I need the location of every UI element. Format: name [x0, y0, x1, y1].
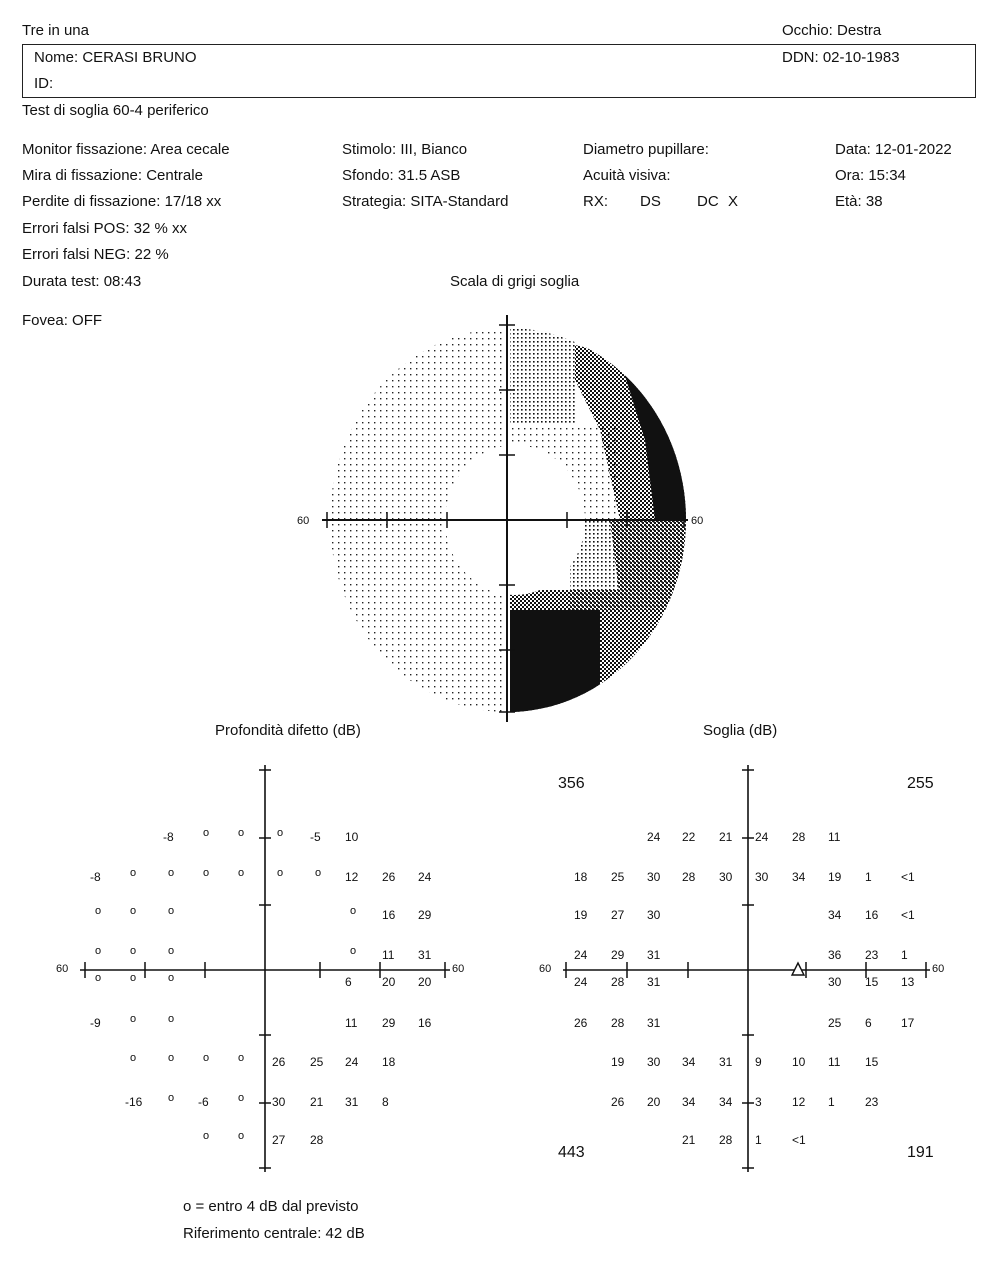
defect-cell-lower-r0-c8: 20 [382, 975, 396, 989]
threshold-cell-lower-r1-c1: 28 [611, 1016, 625, 1030]
quadrant-sum-upper-right: 255 [907, 775, 934, 792]
defect-cell-upper-r2-c2: o [168, 905, 175, 917]
fixation-monitor: Monitor fissazione: Area cecale [22, 141, 230, 158]
defect-cell-upper-r1-c0: -8 [90, 870, 101, 884]
patient-age: Età: 38 [835, 193, 883, 210]
defect-cell-lower-r2-c1: o [130, 1052, 137, 1064]
threshold-right-60: 60 [932, 963, 945, 975]
threshold-cell-upper-r2-c1: 27 [611, 908, 625, 922]
defect-cell-upper-r0-c5: o [277, 827, 284, 839]
defect-cell-upper-r2-c1: o [130, 905, 137, 917]
defect-cell-lower-r1-c9: 16 [418, 1016, 432, 1030]
threshold-cell-upper-r1-c1: 25 [611, 870, 625, 884]
defect-cell-upper-r1-c1: o [130, 867, 137, 879]
false-pos-errors: Errori falsi POS: 32 % xx [22, 220, 188, 237]
eye-label: Occhio: Destra [782, 22, 882, 39]
threshold-cell-upper-r0-c4: 21 [719, 830, 733, 844]
threshold-cell-lower-r2-c4: 31 [719, 1055, 733, 1069]
grayscale-right-60: 60 [691, 515, 704, 527]
defect-cell-upper-r1-c3: o [203, 867, 210, 879]
defect-cell-upper-r2-c0: o [95, 905, 102, 917]
fixation-target: Mira di fissazione: Centrale [22, 167, 203, 184]
defect-cell-upper-r1-c6: o [315, 867, 322, 879]
threshold-cell-lower-r1-c0: 26 [574, 1016, 588, 1030]
threshold-cell-upper-r3-c8: 23 [865, 948, 879, 962]
threshold-left-60: 60 [539, 963, 552, 975]
threshold-cell-lower-r3-c2: 20 [647, 1095, 661, 1109]
test-duration: Durata test: 08:43 [22, 273, 142, 290]
test-date: Data: 12-01-2022 [835, 141, 952, 158]
defect-cell-lower-r3-c8: 8 [382, 1095, 389, 1109]
defect-depth-title: Profondità difetto (dB) [215, 722, 361, 739]
defect-cell-lower-r1-c7: 11 [345, 1016, 358, 1030]
threshold-cell-lower-r3-c4: 34 [719, 1095, 733, 1109]
strategy: Strategia: SITA-Standard [342, 193, 509, 210]
test-type: Test di soglia 60-4 periferico [22, 102, 209, 119]
defect-cell-lower-r0-c7: 6 [345, 975, 352, 989]
threshold-cell-upper-r1-c7: 19 [828, 870, 842, 884]
threshold-cell-upper-r0-c3: 22 [682, 830, 696, 844]
defect-cell-lower-r4-c4: o [238, 1130, 245, 1142]
defect-cell-lower-r4-c3: o [203, 1130, 210, 1142]
threshold-cell-lower-r3-c3: 34 [682, 1095, 696, 1109]
defect-cell-upper-r1-c9: 24 [418, 870, 432, 884]
threshold-cell-upper-r3-c9: 1 [901, 948, 908, 962]
rx-ds: DS [640, 193, 661, 210]
defect-cell-lower-r0-c9: 20 [418, 975, 432, 989]
threshold-cell-upper-r3-c2: 31 [647, 948, 661, 962]
threshold-cell-lower-r3-c1: 26 [611, 1095, 625, 1109]
threshold-cell-lower-r2-c8: 15 [865, 1055, 879, 1069]
defect-cell-upper-r3-c9: 31 [418, 948, 432, 962]
defect-cell-lower-r3-c1: -16 [125, 1095, 143, 1109]
defect-cell-lower-r2-c6: 25 [310, 1055, 324, 1069]
defect-cell-lower-r2-c4: o [238, 1052, 245, 1064]
threshold-cell-lower-r2-c3: 34 [682, 1055, 696, 1069]
defect-cell-upper-r1-c7: 12 [345, 870, 359, 884]
threshold-cell-upper-r2-c8: 16 [865, 908, 879, 922]
defect-cell-lower-r3-c3: -6 [198, 1095, 209, 1109]
defect-cell-upper-r1-c5: o [277, 867, 284, 879]
defect-cell-upper-r0-c2: -8 [163, 830, 174, 844]
threshold-cell-lower-r0-c2: 31 [647, 975, 661, 989]
quadrant-sum-lower-left: 443 [558, 1144, 585, 1161]
threshold-cell-upper-r0-c6: 28 [792, 830, 806, 844]
defect-cell-lower-r0-c0: o [95, 972, 102, 984]
defect-cell-upper-r3-c2: o [168, 945, 175, 957]
threshold-cell-lower-r4-c5: 1 [755, 1133, 762, 1147]
rx-dc: DC [697, 193, 719, 210]
threshold-cell-lower-r1-c9: 17 [901, 1016, 915, 1030]
defect-right-60: 60 [452, 963, 465, 975]
defect-cell-upper-r3-c0: o [95, 945, 102, 957]
visual-acuity: Acuità visiva: [583, 167, 671, 184]
test-time: Ora: 15:34 [835, 167, 906, 184]
grayscale-left-60: 60 [297, 515, 310, 527]
central-reference: Riferimento centrale: 42 dB [183, 1225, 365, 1242]
rx-label: RX: [583, 193, 609, 210]
defect-cell-lower-r2-c7: 24 [345, 1055, 359, 1069]
threshold-cell-upper-r3-c1: 29 [611, 948, 625, 962]
defect-cell-lower-r3-c5: 30 [272, 1095, 286, 1109]
patient-name: Nome: CERASI BRUNO [34, 49, 197, 66]
defect-cell-upper-r3-c1: o [130, 945, 137, 957]
quadrant-sum-lower-right: 191 [907, 1144, 934, 1161]
defect-cell-lower-r2-c8: 18 [382, 1055, 396, 1069]
quadrant-sum-upper-left: 356 [558, 775, 585, 792]
defect-cell-lower-r4-c6: 28 [310, 1133, 324, 1147]
threshold-cell-upper-r2-c7: 34 [828, 908, 842, 922]
fovea-status: Fovea: OFF [22, 312, 103, 329]
defect-cell-lower-r2-c5: 26 [272, 1055, 286, 1069]
grayscale-title: Scala di grigi soglia [450, 273, 580, 290]
threshold-cell-upper-r3-c7: 36 [828, 948, 842, 962]
threshold-cell-upper-r1-c9: <1 [901, 870, 915, 884]
threshold-cell-lower-r4-c4: 28 [719, 1133, 733, 1147]
threshold-cell-lower-r0-c7: 30 [828, 975, 842, 989]
defect-cell-upper-r2-c9: 29 [418, 908, 432, 922]
threshold-cell-lower-r2-c1: 19 [611, 1055, 625, 1069]
threshold-cell-upper-r0-c2: 24 [647, 830, 661, 844]
threshold-cell-upper-r2-c9: <1 [901, 908, 915, 922]
rx-x: X [728, 193, 739, 210]
threshold-cell-lower-r3-c6: 12 [792, 1095, 806, 1109]
threshold-cell-lower-r2-c7: 11 [828, 1055, 841, 1069]
defect-cell-lower-r2-c2: o [168, 1052, 175, 1064]
defect-cell-lower-r1-c8: 29 [382, 1016, 396, 1030]
defect-cell-upper-r0-c3: o [203, 827, 210, 839]
defect-cell-upper-r1-c2: o [168, 867, 175, 879]
threshold-cell-upper-r1-c6: 34 [792, 870, 806, 884]
threshold-cell-upper-r0-c7: 11 [828, 830, 841, 844]
threshold-cell-lower-r3-c8: 23 [865, 1095, 879, 1109]
patient-id: ID: [34, 75, 54, 92]
defect-cell-upper-r1-c8: 26 [382, 870, 396, 884]
date-of-birth: DDN: 02-10-1983 [782, 49, 900, 66]
stimulus: Stimolo: III, Bianco [342, 141, 468, 158]
threshold-cell-lower-r1-c2: 31 [647, 1016, 661, 1030]
threshold-cell-lower-r0-c0: 24 [574, 975, 588, 989]
threshold-cell-lower-r0-c1: 28 [611, 975, 625, 989]
threshold-cell-lower-r0-c8: 15 [865, 975, 879, 989]
defect-cell-upper-r1-c4: o [238, 867, 245, 879]
defect-cell-lower-r3-c6: 21 [310, 1095, 324, 1109]
threshold-cell-upper-r3-c0: 24 [574, 948, 588, 962]
threshold-cell-upper-r1-c3: 28 [682, 870, 696, 884]
symbol-note: o = entro 4 dB dal previsto [183, 1198, 359, 1215]
threshold-cell-lower-r0-c9: 13 [901, 975, 915, 989]
program-name: Tre in una [22, 22, 89, 39]
defect-cell-upper-r0-c4: o [238, 827, 245, 839]
defect-cell-lower-r3-c2: o [168, 1092, 175, 1104]
threshold-cell-upper-r2-c0: 19 [574, 908, 588, 922]
fixation-losses: Perdite di fissazione: 17/18 xx [22, 193, 222, 210]
threshold-cell-lower-r3-c5: 3 [755, 1095, 762, 1109]
background: Sfondo: 31.5 ASB [342, 167, 461, 184]
defect-cell-upper-r3-c8: 11 [382, 948, 395, 962]
threshold-cell-upper-r1-c4: 30 [719, 870, 733, 884]
defect-cell-lower-r2-c3: o [203, 1052, 210, 1064]
threshold-cell-lower-r2-c5: 9 [755, 1055, 762, 1069]
threshold-cell-upper-r0-c5: 24 [755, 830, 769, 844]
threshold-cell-upper-r1-c2: 30 [647, 870, 661, 884]
threshold-cell-upper-r1-c8: 1 [865, 870, 872, 884]
defect-cell-lower-r1-c1: o [130, 1013, 137, 1025]
defect-cell-lower-r1-c2: o [168, 1013, 175, 1025]
threshold-cell-lower-r1-c8: 6 [865, 1016, 872, 1030]
defect-cell-lower-r0-c2: o [168, 972, 175, 984]
defect-cell-lower-r0-c1: o [130, 972, 137, 984]
defect-cell-lower-r3-c4: o [238, 1092, 245, 1104]
defect-cell-lower-r1-c0: -9 [90, 1016, 101, 1030]
pupil-diameter: Diametro pupillare: [583, 141, 709, 158]
threshold-cell-lower-r1-c7: 25 [828, 1016, 842, 1030]
defect-left-60: 60 [56, 963, 69, 975]
threshold-title: Soglia (dB) [703, 722, 778, 739]
false-neg-errors: Errori falsi NEG: 22 % [22, 246, 169, 263]
threshold-cell-upper-r1-c0: 18 [574, 870, 588, 884]
threshold-cell-upper-r1-c5: 30 [755, 870, 769, 884]
defect-cell-lower-r4-c5: 27 [272, 1133, 286, 1147]
defect-cell-upper-r0-c7: 10 [345, 830, 359, 844]
defect-cell-upper-r2-c7: o [350, 905, 357, 917]
threshold-cell-lower-r3-c7: 1 [828, 1095, 835, 1109]
threshold-cell-lower-r4-c6: <1 [792, 1133, 806, 1147]
threshold-cell-lower-r4-c3: 21 [682, 1133, 696, 1147]
threshold-cell-lower-r2-c2: 30 [647, 1055, 661, 1069]
defect-cell-upper-r3-c7: o [350, 945, 357, 957]
threshold-cell-lower-r2-c6: 10 [792, 1055, 806, 1069]
defect-cell-upper-r2-c8: 16 [382, 908, 396, 922]
defect-cell-upper-r0-c6: -5 [310, 830, 321, 844]
defect-cell-lower-r3-c7: 31 [345, 1095, 359, 1109]
threshold-cell-upper-r2-c2: 30 [647, 908, 661, 922]
